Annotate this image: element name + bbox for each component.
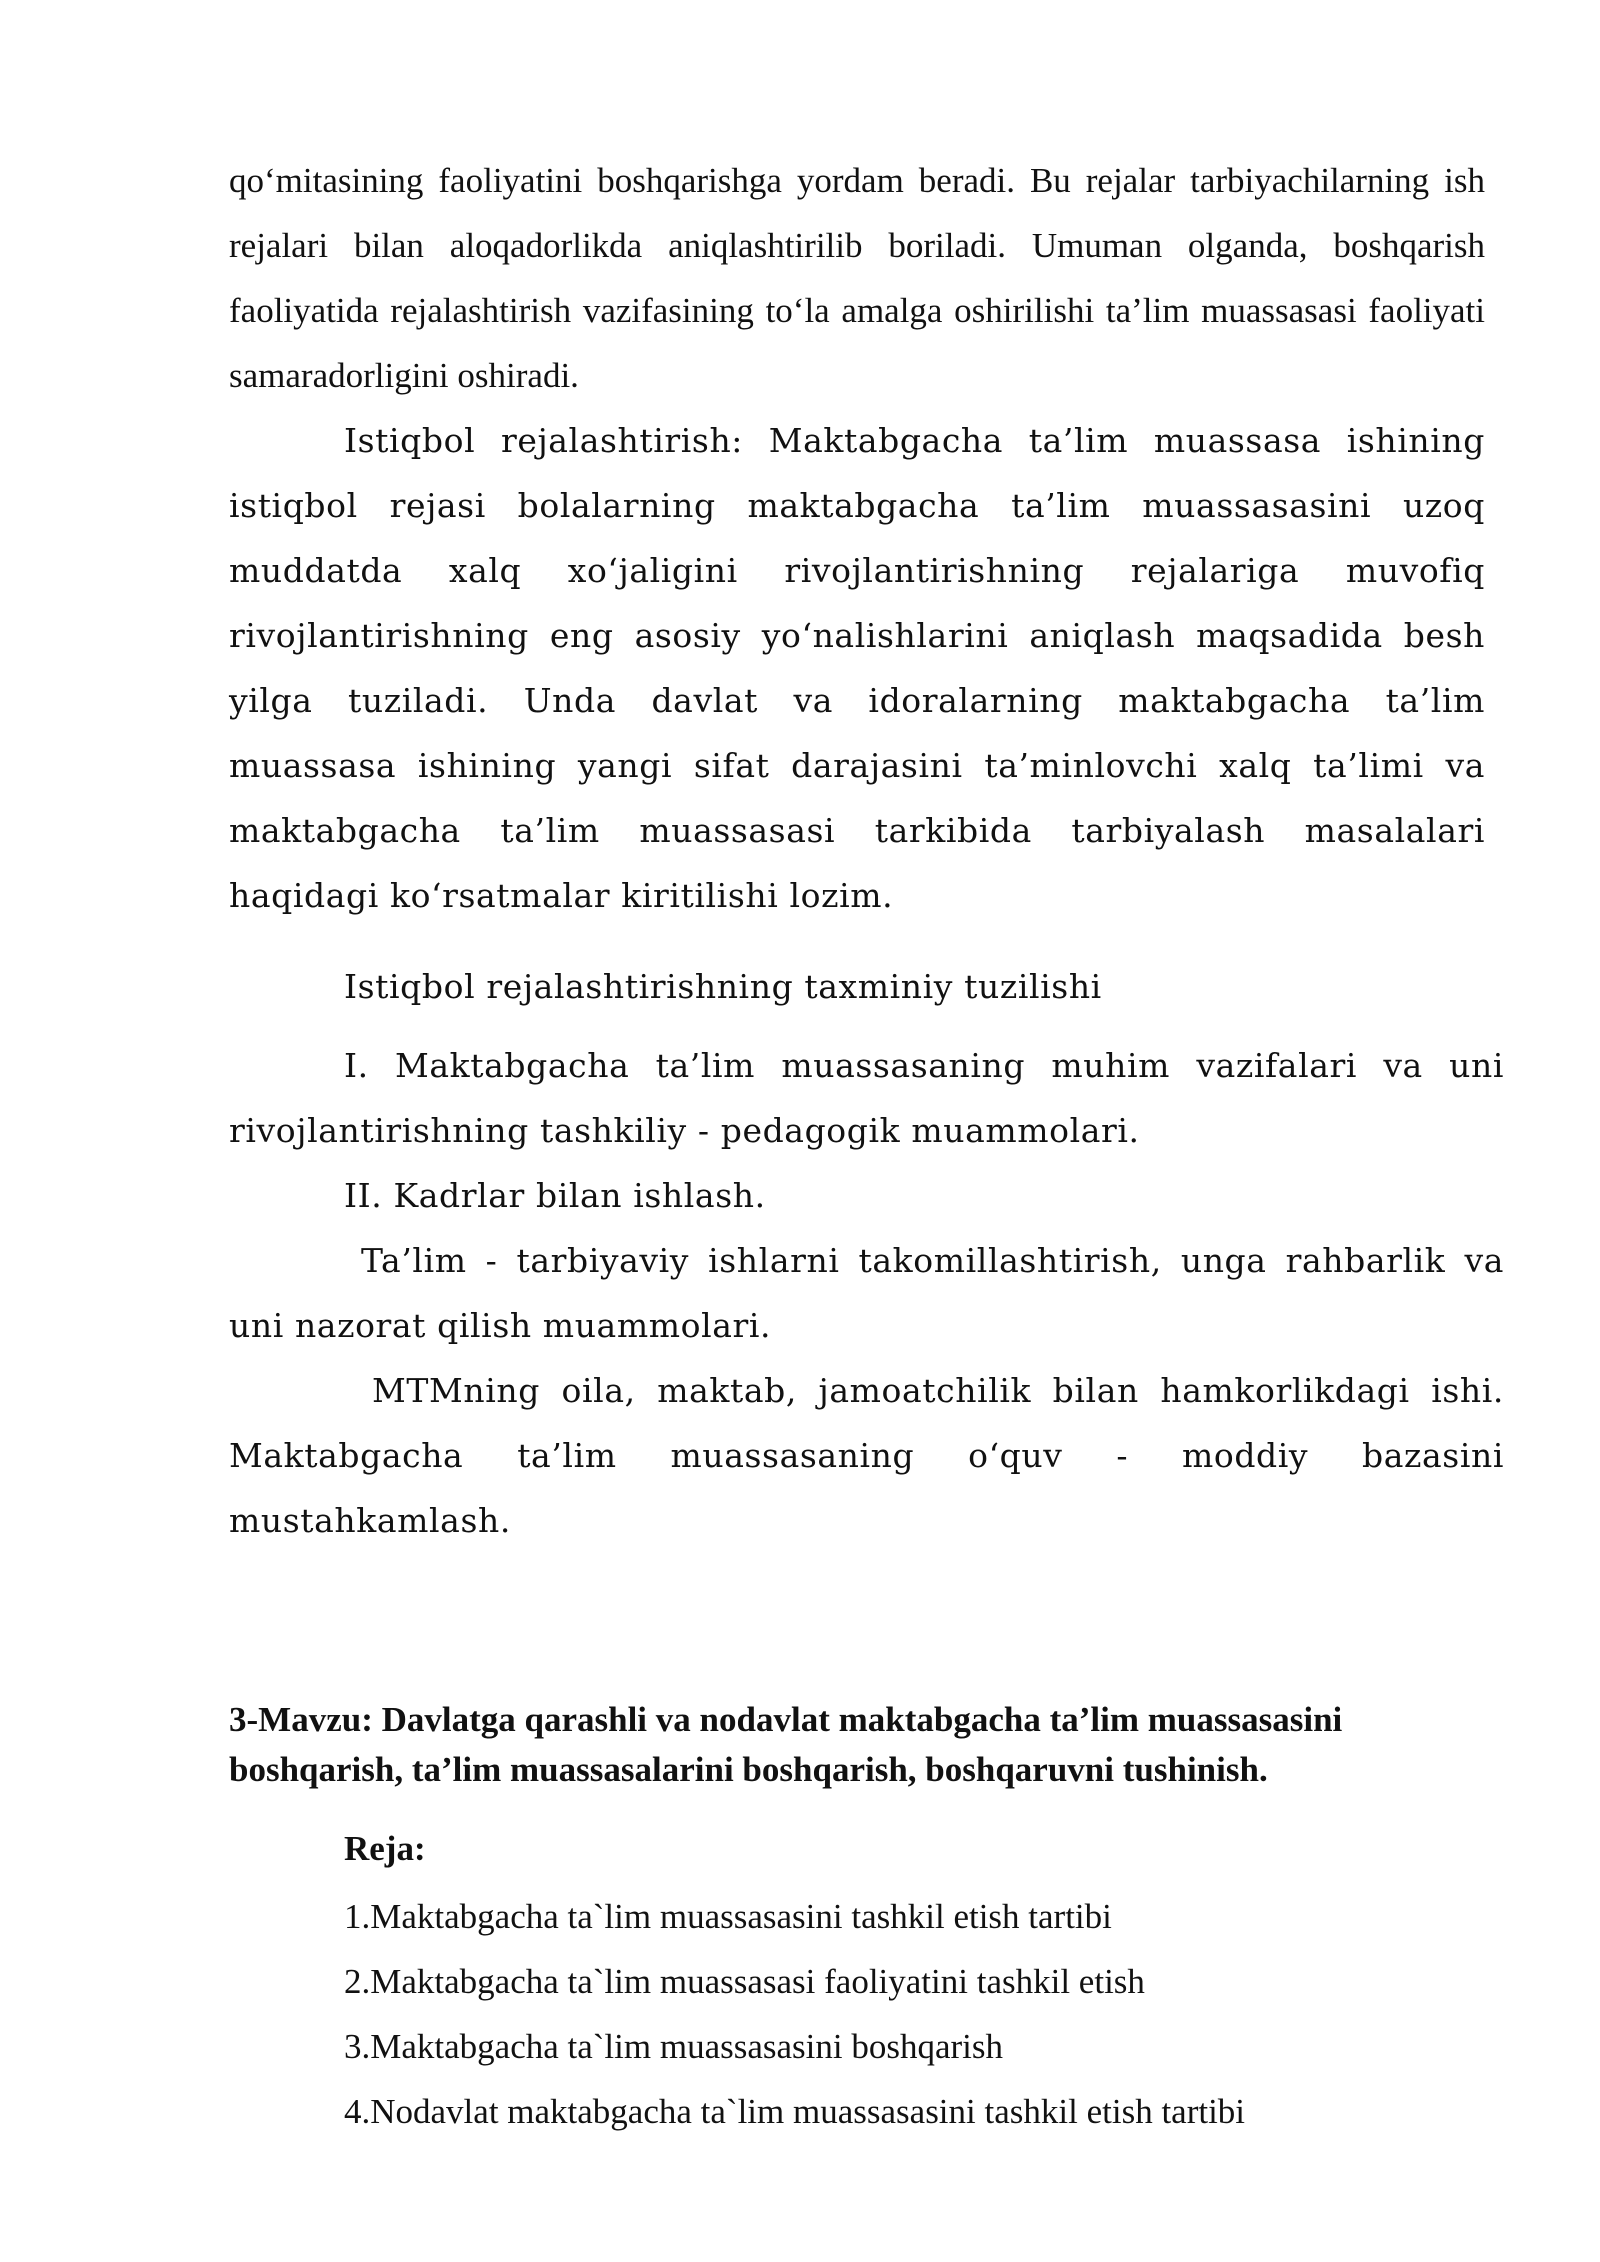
section-heading: 3-Mavzu: Davlatga qarashli va nodavlat maktabgacha ta’lim muassasasini boshqarish, ta’lim muassasalarini boshqarish, boshqaruvni tushinish. [229, 1700, 1343, 1789]
paragraph-taxminiy-tuzilishi: Istiqbol rejalashtirishning taxminiy tuzilishi [344, 967, 1102, 1006]
plan-title: Reja: [344, 1829, 426, 1869]
paragraph-item-3: Ta’lim - tarbiyaviy ishlarni takomillashtirish, unga rahbarlik va uni nazorat qilish muammolari. [229, 1241, 1504, 1345]
plan-item: 1.Maktabgacha ta`lim muassasasini tashkil etish tartibi [344, 1897, 1112, 1937]
paragraph-item-1: I. Maktabgacha ta’lim muassasaning muhim vazifalari va uni rivojlantirishning tashkiliy - pedagogik muammolari. [229, 1046, 1504, 1150]
plan-list [229, 1884, 1485, 2144]
paragraph-rejalar: qo‘mitasining faoliyatini boshqarishga yordam beradi. Bu rejalar tarbiyachilarning ish rejalari bilan aloqadorlikda aniqlashtirilib boriladi. Umuman olganda, boshqarish faoliyatida rejalashtirish vazifasining to‘la amalga oshirilishi ta’lim muassasasi faoliyati samaradorligini oshiradi. [229, 161, 1485, 395]
page-content [229, 148, 1504, 2144]
plan-item: 3.Maktabgacha ta`lim muassasasini boshqarish [344, 2027, 1004, 2067]
plan-item: 4.Nodavlat maktabgacha ta`lim muassasasini tashkil etish tartibi [344, 2092, 1246, 2132]
paragraph-istiqbol-rejalashtirish: Istiqbol rejalashtirish: Maktabgacha ta’lim muassasa ishining istiqbol rejasi bolalarning maktabgacha ta’lim muassasasini uzoq muddatda xalq xo‘jaligini rivojlantirishning rejalariga muvofiq rivojlantirishning eng asosiy yo‘nalishlarini aniqlash maqsadida besh yilga tuziladi. Unda davlat va idoralarning maktabgacha ta’lim muassasa ishining yangi sifat darajasini ta’minlovchi xalq ta’limi va maktabgacha ta’lim muassasasi tarkibida tarbiyalash masalalari haqidagi ko‘rsatmalar kiritilishi lozim. [229, 421, 1485, 915]
paragraph-item-4: MTMning oila, maktab, jamoatchilik bilan hamkorlikdagi ishi. Maktabgacha ta’lim muassasaning o‘quv - moddiy bazasini mustahkamlash. [229, 1371, 1504, 1540]
plan-item: 2.Maktabgacha ta`lim muassasasi faoliyatini tashkil etish [344, 1962, 1145, 2002]
paragraph-item-2: II. Kadrlar bilan ishlash. [344, 1176, 766, 1215]
